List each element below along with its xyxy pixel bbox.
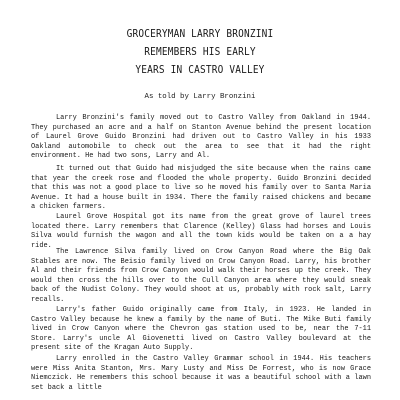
byline: As told by Larry Bronzini: [144, 93, 256, 101]
title-line-3: YEARS IN CASTRO VALLEY: [135, 64, 265, 76]
paragraph: It turned out that Guido had misjudged the site because when the rains came that year the creek rose and flooded the whole property. Guido Bronzini decided that this was not a good place to live so he moved his family over to Santa Maria Avenue. It had a house built in 1934. There the family raised chickens and became a chicken farmers.: [31, 165, 371, 212]
paragraph: Laurel Grove Hospital got its name from the great grove of laurel trees located there. Larry remembers that Clarence (Kelley) Glass had horses and Louis Silva would furnish the wagon and all the town kids would be taken on a a hay ride.: [31, 213, 371, 250]
paragraph: Larry Bronzini's family moved out to Castro Valley from Oakland in 1944. They purchased an acre and a half on Stanton Avenue behind the present location of Laurel Grove Guido Bronzini had driven out to Castro Valley in his 1933 Oakland automobile to check out the area to see that it had the right environment. He had two sons, Larry and Al.: [31, 114, 371, 161]
title-line-1: GROCERYMAN LARRY BRONZINI: [126, 28, 274, 40]
paragraph: Larry enrolled in the Castro Valley Grammar school in 1944. His teachers were Miss Anita Stanton, Mrs. Mary Lusty and Miss De Forrest, who is now Grace Niemczick. He remembers this school because it was a beautiful school with a lawn set back a little: [31, 355, 371, 392]
paragraph: The Lawrence Silva family lived on Crow Canyon Road where the Big Oak Stables are now. The Beisio family lived on Crow Canyon Road. Larry, his brother Al and their friends from Crow Canyon would walk their horses up the creek. They would then cross the hills over to the Cull Canyon area where they would sneak back of the Nudist Colony. They would shoot at us, probably with rock salt, Larry recalls.: [31, 248, 371, 304]
title-line-2: REMEMBERS HIS EARLY: [144, 46, 256, 58]
paragraph: Larry's father Guido originally came from Italy, in 1923. He landed in Castro Valley because he knew a family by the name of Buti. The Mike Buti family lived in Crow Canyon where the Chevron gas station used to be, near the 7-11 Store. Larry's uncle Al Giovenetti lived on Castro Valley boulevard at the present site of the Kragan Auto Supply.: [31, 306, 371, 353]
